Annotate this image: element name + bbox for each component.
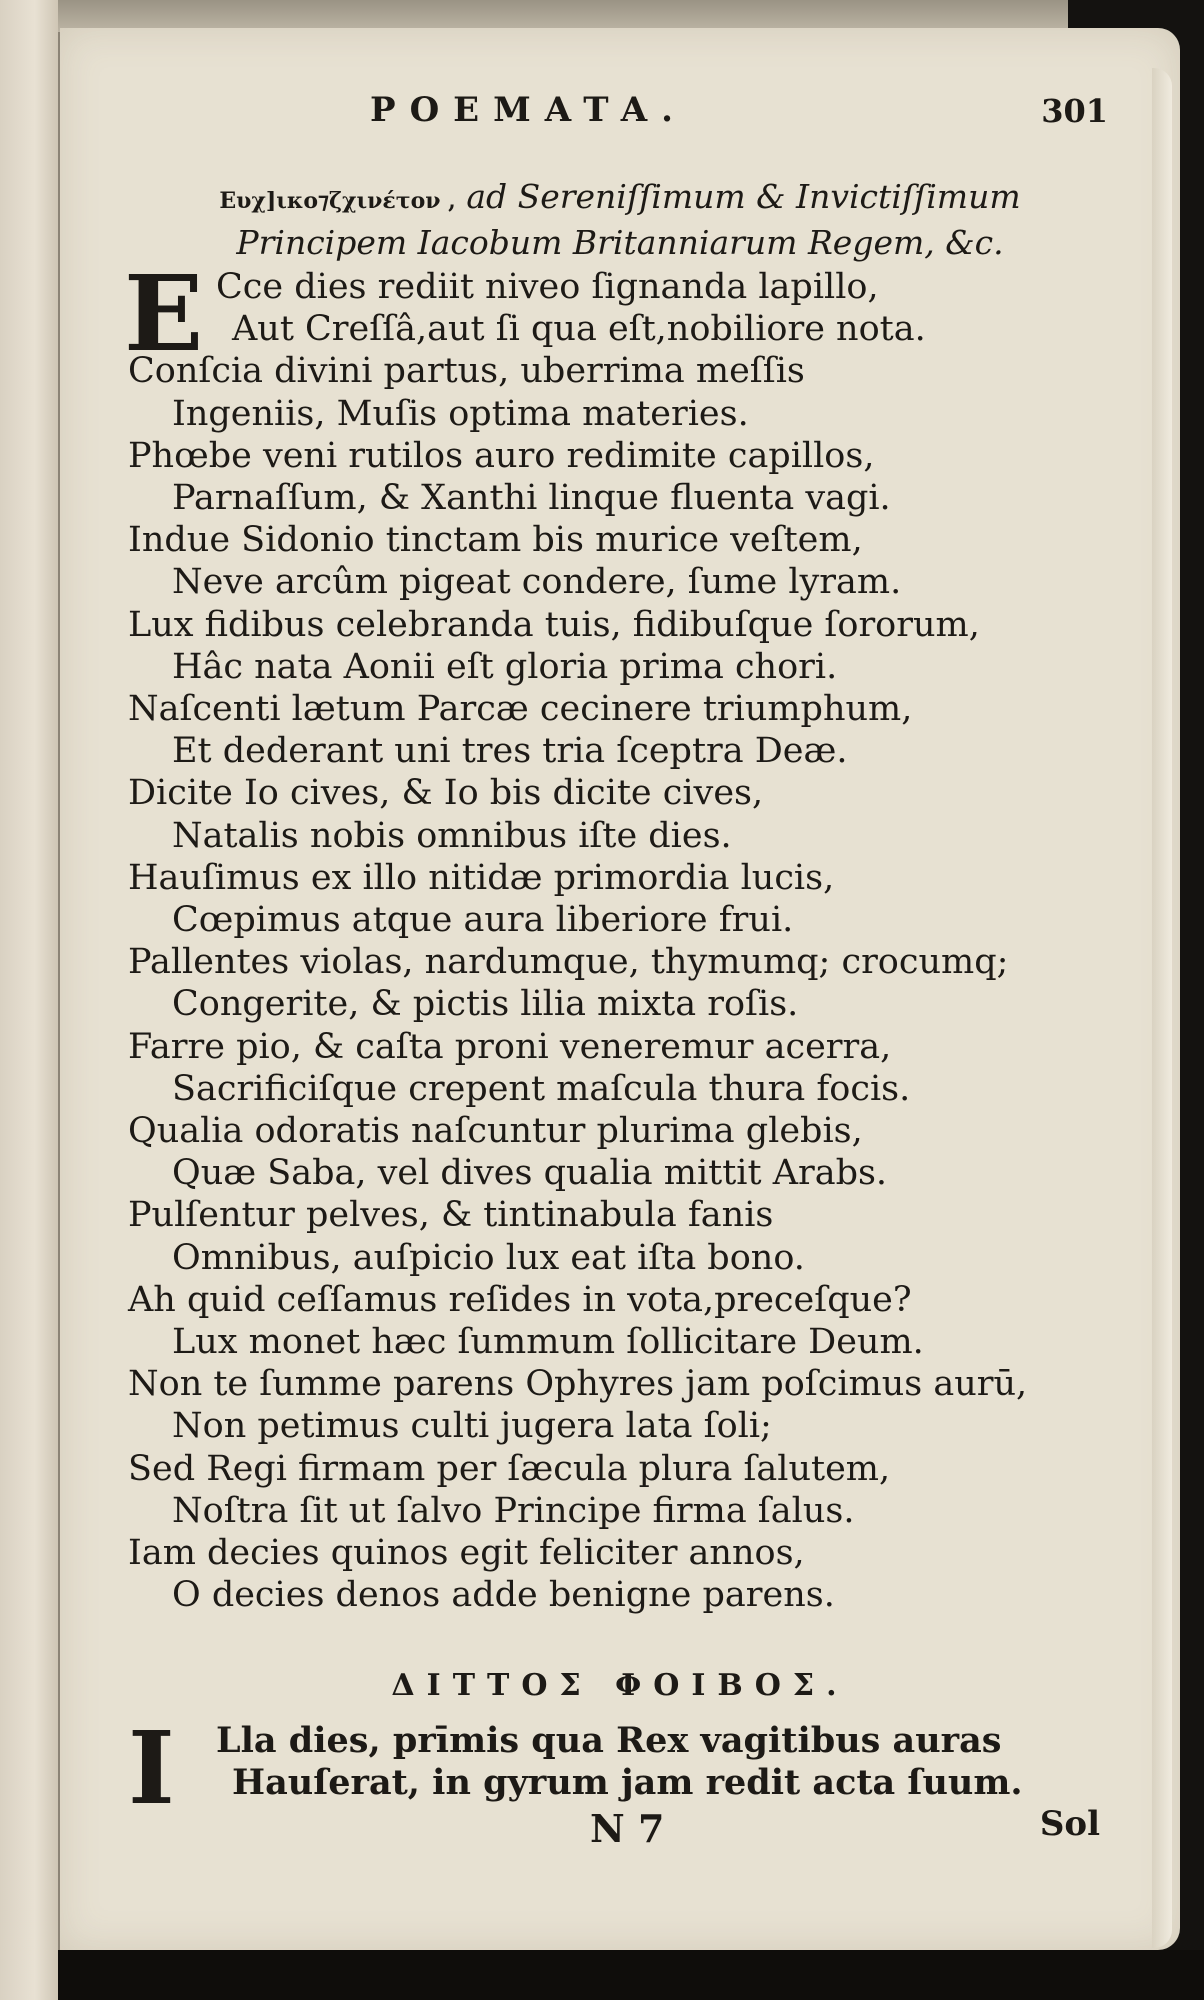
verse-line: Et dederant uni tres tria ſceptra Deæ. bbox=[172, 731, 848, 772]
verse-line: Sed Regi firmam per ſæcula plura ſalutem, bbox=[128, 1448, 891, 1489]
second-poem-body bbox=[128, 1720, 1128, 1804]
verse-line: Farre pio, & caſta proni veneremur acerra, bbox=[128, 1026, 892, 1067]
poem-body bbox=[128, 266, 1128, 1617]
verse-line: Conſcia divini partus, uberrima meſſis bbox=[128, 351, 805, 392]
page-fore-edge bbox=[1152, 68, 1172, 1948]
book-page bbox=[60, 28, 1180, 1950]
section-heading: ΔΙΤΤΟΣ ΦΟΙΒΟΣ. bbox=[391, 1668, 849, 1703]
page-header bbox=[60, 90, 1180, 140]
facing-page-edge bbox=[0, 0, 61, 2000]
drop-cap: E bbox=[124, 252, 204, 375]
verse-line: Natalis nobis omnibus iſte dies. bbox=[172, 815, 732, 856]
verse-line: Omnibus, auſpicio lux eat iſta bono. bbox=[172, 1237, 805, 1278]
verse-line: Non te ſumme parens Ophyres jam poſcimus aurū, bbox=[128, 1364, 1028, 1405]
verse-line: O decies denos adde benigne parens. bbox=[172, 1575, 835, 1616]
title-line-2: Principem Iacobum Britanniarum Regem, &c. bbox=[236, 223, 1004, 262]
verse-line: Sacrificiſque crepent maſcula thura focis. bbox=[172, 1068, 911, 1109]
verse-line: Lux monet hæc ſummum ſollicitare Deum. bbox=[172, 1322, 924, 1363]
verse-line: Quæ Saba, vel dives qualia mittit Arabs. bbox=[172, 1153, 888, 1194]
verse-line: Parnaſſum, & Xanthi linque fluenta vagi. bbox=[172, 478, 891, 519]
poem-title bbox=[120, 176, 1120, 264]
scan-background bbox=[58, 1950, 1204, 2000]
verse-line: Cœpimus atque aura liberiore frui. bbox=[172, 900, 794, 941]
verse-line: Lla dies, prīmis qua Rex vagitibus auras bbox=[216, 1720, 1002, 1761]
verse-line: Noſtra ſit ut ſalvo Principe firma ſalus. bbox=[172, 1490, 855, 1531]
verse-line: Neve arcûm pigeat condere, ſume lyram. bbox=[172, 562, 902, 603]
verse-line: Cce dies rediit niveo ſignanda lapillo, bbox=[216, 267, 879, 307]
verse-line: Hauſimus ex illo nitidæ primordia lucis, bbox=[128, 857, 835, 898]
verse-line: Indue Sidonio tinctam bis murice veſtem, bbox=[128, 520, 863, 561]
verse-line: Ingeniis, Muſis optima materies. bbox=[172, 393, 749, 434]
page-number: 301 bbox=[1041, 92, 1108, 130]
verse-line: Non petimus culti jugera lata ſoli; bbox=[172, 1406, 772, 1447]
verse-line: Pulſentur pelves, & tintinabula fanis bbox=[128, 1195, 774, 1236]
verse-line: Hauſerat, in gyrum jam redit acta ſuum. bbox=[232, 1762, 1023, 1804]
verse-line: Hâc nata Aonii eſt gloria prima chori. bbox=[172, 646, 838, 687]
verse-line: Naſcenti lætum Parcæ cecinere triumphum, bbox=[128, 689, 913, 730]
verse-line: Congerite, & pictis lilia mixta roſis. bbox=[172, 984, 799, 1025]
catchword: Sol bbox=[1039, 1804, 1100, 1844]
verse-line: Pallentes violas, nardumque, thymumq; crocumq; bbox=[128, 942, 1009, 983]
drop-cap-2: I bbox=[128, 1709, 175, 1827]
running-title: POEMATA. bbox=[370, 90, 687, 130]
title-greek: Ευχ]ικο⁊ζχινέτον , bbox=[219, 188, 456, 214]
verse-line: Phœbe veni rutilos auro redimite capillos, bbox=[128, 435, 875, 476]
verse-line: Qualia odoratis naſcuntur plurima glebis, bbox=[128, 1111, 863, 1152]
verse-line: Iam decies quinos egit feliciter annos, bbox=[128, 1533, 805, 1574]
title-dedication: ad Sereniſſimum & Invictiſſimum bbox=[466, 177, 1021, 216]
verse-line: Ah quid ceſſamus reſides in vota,preceſque? bbox=[128, 1279, 912, 1320]
verse-line: Lux fidibus celebranda tuis, fidibuſque ſororum, bbox=[128, 604, 980, 645]
verse-line: Aut Creſſâ,aut ſi qua eſt,nobiliore nota. bbox=[232, 309, 926, 350]
verse-line: Dicite Io cives, & Io bis dicite cives, bbox=[128, 773, 764, 814]
signature-mark: N 7 bbox=[590, 1806, 665, 1851]
title-line-1 bbox=[120, 176, 1120, 222]
